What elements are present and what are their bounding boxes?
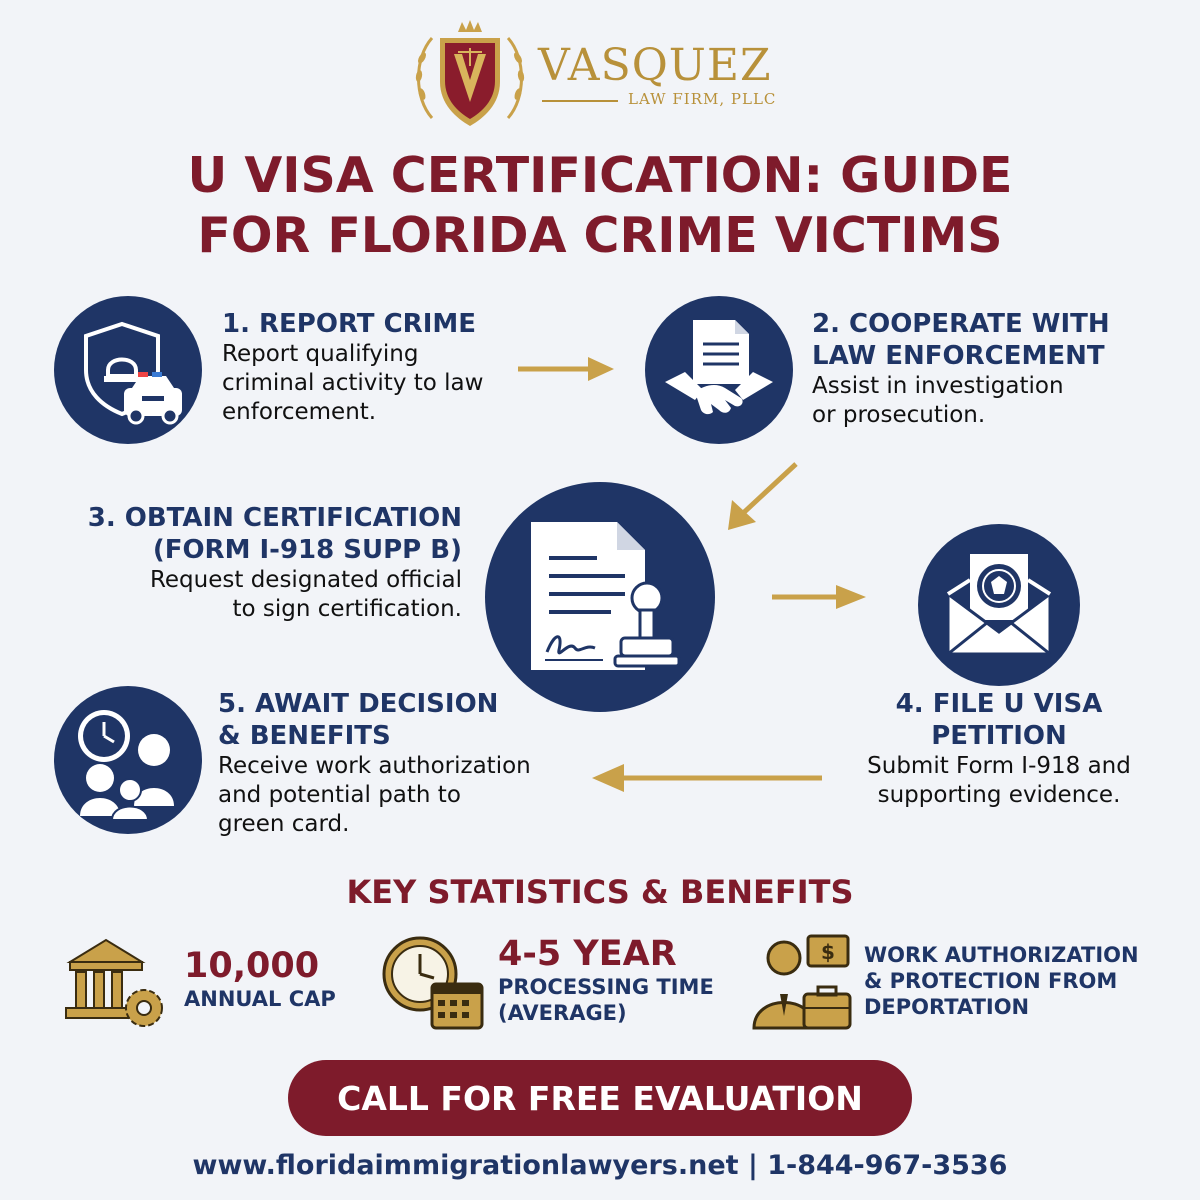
step-1-desc-line-3: enforcement. <box>222 399 377 425</box>
brand-name: VASQUEZ <box>538 40 772 91</box>
stat-work-authorization-line-2: & PROTECTION FROM <box>864 969 1118 993</box>
signed-document-stamp-icon <box>485 482 715 712</box>
stat-annual-cap <box>184 946 336 1012</box>
shield-police-car-icon <box>54 296 202 444</box>
stat-processing-time-value: 4-5 YEAR <box>498 934 677 974</box>
stat-annual-cap-label: ANNUAL CAP <box>184 987 336 1011</box>
arrow-down-left-icon <box>722 460 802 534</box>
stat-work-authorization <box>864 942 1139 1020</box>
stat-work-authorization-line-3: DEPORTATION <box>864 995 1030 1019</box>
step-4-desc-line-1: Submit Form I-918 and <box>867 753 1131 779</box>
brand-subtitle: LAW FIRM, PLLC <box>628 90 777 108</box>
arrow-right-icon <box>770 580 870 614</box>
arrow-left-icon <box>590 760 826 796</box>
step-5-desc-line-2: and potential path to <box>218 782 461 808</box>
stat-work-authorization-line-1: WORK AUTHORIZATION <box>864 943 1139 967</box>
page-title-line-1: U VISA CERTIFICATION: GUIDE <box>187 147 1013 204</box>
step-4-desc-line-2: supporting evidence. <box>877 782 1121 808</box>
step-3-desc-line-1: Request designated official <box>149 567 462 593</box>
step-2-text <box>812 308 1110 430</box>
step-2-title-line-2: LAW ENFORCEMENT <box>812 341 1105 371</box>
step-1-text <box>222 308 483 427</box>
page-title <box>0 146 1200 266</box>
clock-family-icon <box>54 686 202 834</box>
step-3-title-line-2: (FORM I-918 SUPP B) <box>152 535 462 565</box>
step-5-desc-line-3: green card. <box>218 811 350 837</box>
step-2-desc-line-2: or prosecution. <box>812 402 986 428</box>
stat-processing-time-label-line-2: (AVERAGE) <box>498 1001 627 1025</box>
arrow-right-icon <box>516 352 616 386</box>
contact-website-phone: www.floridaimmigrationlawyers.net | 1-844-967-3536 <box>192 1150 1008 1181</box>
brand-divider <box>542 100 618 102</box>
step-1-desc-line-1: Report qualifying <box>222 341 419 367</box>
stat-annual-cap-value: 10,000 <box>184 946 320 986</box>
handshake-document-icon <box>645 296 793 444</box>
step-1-desc-line-2: criminal activity to law <box>222 370 484 396</box>
stat-processing-time <box>498 934 714 1026</box>
step-2-title-line-1: 2. COOPERATE WITH <box>812 309 1110 339</box>
step-2-desc-line-1: Assist in investigation <box>812 373 1064 399</box>
step-5-title-line-1: 5. AWAIT DECISION <box>218 689 499 719</box>
worker-briefcase-icon <box>750 932 854 1032</box>
clock-calendar-icon <box>380 932 488 1032</box>
stat-processing-time-label-line-1: PROCESSING TIME <box>498 975 714 999</box>
envelope-seal-icon <box>918 524 1080 686</box>
stats-heading: KEY STATISTICS & BENEFITS <box>346 873 854 911</box>
government-building-gear-icon <box>62 934 168 1032</box>
step-5-title-line-2: & BENEFITS <box>218 721 391 751</box>
call-for-free-evaluation-button[interactable]: CALL FOR FREE EVALUATION <box>288 1060 912 1136</box>
step-3-title-line-1: 3. OBTAIN CERTIFICATION <box>87 503 462 533</box>
step-5-desc-line-1: Receive work authorization <box>218 753 531 779</box>
step-4-title-line-1: 4. FILE U VISA <box>895 689 1103 719</box>
step-3-text <box>40 502 462 624</box>
svg-text:$: $ <box>821 940 835 964</box>
step-4-text <box>840 688 1158 810</box>
page-title-line-2: FOR FLORIDA CRIME VICTIMS <box>197 207 1003 264</box>
step-3-desc-line-2: to sign certification. <box>232 596 462 622</box>
step-4-title-line-2: PETITION <box>931 721 1067 751</box>
step-1-title: 1. REPORT CRIME <box>222 309 477 339</box>
step-5-text <box>218 688 531 839</box>
law-firm-logo-emblem <box>410 18 530 138</box>
